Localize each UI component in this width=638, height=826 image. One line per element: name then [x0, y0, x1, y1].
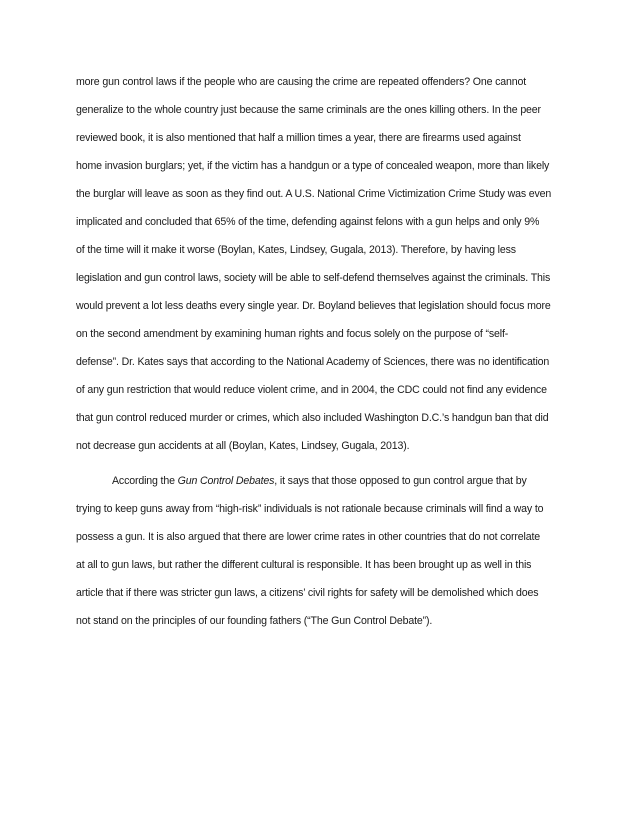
paragraph-2-intro-text: According the — [112, 475, 178, 487]
paragraph-1-line-2: generalize to the whole country just because the same criminals are the ones killing others. In the peer — [76, 104, 541, 116]
paragraph-2-line-6: not stand on the principles of our founding fathers (“The Gun Control Debate”). — [76, 615, 433, 627]
paragraph-2-line-1 — [112, 474, 527, 488]
paragraph-1-line-5: the burglar will leave as soon as they find out. A U.S. National Crime Victimization Crime Study was even — [76, 188, 552, 200]
paragraph-2-line-4: at all to gun laws, but rather the different cultural is responsible. It has been brought up as well in this — [76, 559, 532, 571]
paragraph-1-line-11: defense”. Dr. Kates says that according to the National Academy of Sciences, there was no identification — [76, 356, 550, 368]
paragraph-2-intro-rest: , it says that those opposed to gun control argue that by — [274, 475, 527, 487]
paragraph-1-line-13: that gun control reduced murder or crimes, which also included Washington D.C.’s handgun ban that did — [76, 412, 549, 424]
paragraph-1-line-3: reviewed book, it is also mentioned that half a million times a year, there are firearms used against — [76, 132, 521, 144]
paragraph-1-line-7: of the time will it make it worse (Boylan, Kates, Lindsey, Gugala, 2013). Therefore, by having less — [76, 244, 516, 256]
paragraph-2-line-2: trying to keep guns away from “high-risk” individuals is not rationale because criminals will find a way to — [76, 503, 544, 515]
paragraph-1-line-9: would prevent a lot less deaths every single year. Dr. Boyland believes that legislation should focus more — [76, 300, 551, 312]
paragraph-1-line-4: home invasion burglars; yet, if the victim has a handgun or a type of concealed weapon, more than likely — [76, 160, 550, 172]
paragraph-1-line-10: on the second amendment by examining human rights and focus solely on the purpose of “self- — [76, 328, 509, 340]
paragraph-1-line-14: not decrease gun accidents at all (Boylan, Kates, Lindsey, Gugala, 2013). — [76, 440, 410, 452]
paragraph-2-italic-title: Gun Control Debates — [177, 475, 275, 487]
paragraph-1-line-6: implicated and concluded that 65% of the time, defending against felons with a gun helps and only 9% — [76, 216, 540, 228]
paragraph-1-line-8: legislation and gun control laws, society will be able to self-defend themselves against the criminals. This — [76, 272, 551, 284]
paragraph-1-line-1: more gun control laws if the people who are causing the crime are repeated offenders? One cannot — [76, 76, 527, 88]
paragraph-2-line-3: possess a gun. It is also argued that there are lower crime rates in other countries that do not correlate — [76, 531, 541, 543]
paragraph-1-line-12: of any gun restriction that would reduce violent crime, and in 2004, the CDC could not find any evidence — [76, 384, 547, 396]
paragraph-2-line-5: article that if there was stricter gun laws, a citizens’ civil rights for safety will be demolished which does — [76, 587, 539, 599]
